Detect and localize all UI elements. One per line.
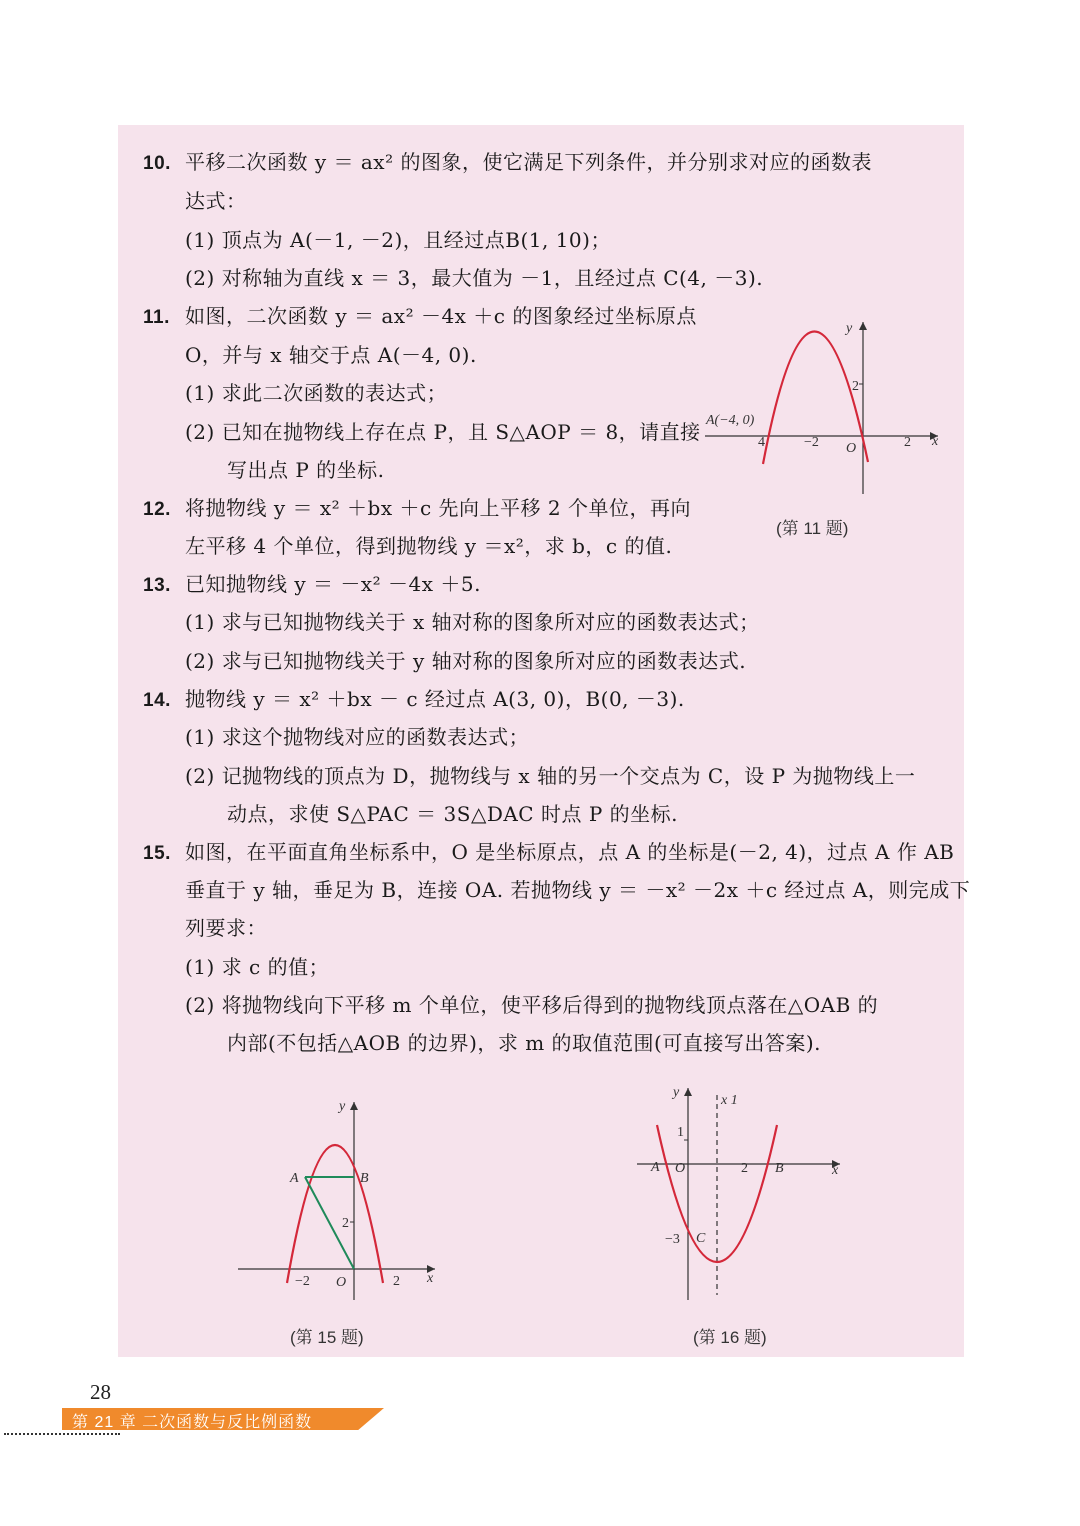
y-axis-arrow-icon [350, 1102, 358, 1110]
problem-11-line-1: 11. 如图，二次函数 y ＝ ax² －4x ＋c 的图象经过坐标原点 [143, 302, 697, 332]
point-b-label: B [360, 1171, 369, 1186]
x-tick-label: 2 [741, 1161, 748, 1176]
point-a-label: A(−4, 0) [706, 413, 755, 428]
problem-14-part-1: (1) 求这个抛物线对应的函数表达式； [185, 725, 530, 749]
problem-15-line-3: 列要求： [185, 916, 267, 940]
chapter-title: 第 21 章 二次函数与反比例函数 [72, 1414, 313, 1431]
problem-number: 15. [143, 843, 171, 864]
figure-16-caption: (第 16 题) [693, 1328, 767, 1347]
figure-15-caption: (第 15 题) [290, 1328, 364, 1347]
problem-12-line-2: 左平移 4 个单位，得到抛物线 y ＝x²，求 b，c 的值. [185, 534, 673, 558]
y-axis-label: y [339, 1099, 346, 1114]
problem-11-line-2: O，并与 x 轴交于点 A(－4, 0). [185, 343, 477, 367]
x-tick-label: −2 [804, 435, 819, 450]
point-b-label: B [775, 1161, 784, 1176]
problem-14-part-2: (2) 记抛物线的顶点为 D，抛物线与 x 轴的另一个交点为 C，设 P 为抛物线上一 [185, 764, 916, 788]
y-axis-arrow-icon [859, 322, 867, 330]
problem-number: 11. [143, 307, 170, 328]
point-a-label: A [290, 1171, 299, 1186]
x-axis-label: x [427, 1271, 434, 1286]
x-axis-label: x [832, 1163, 839, 1178]
problem-number: 14. [143, 690, 171, 711]
problem-number: 12. [143, 499, 171, 520]
problem-13-part-2: (2) 求与已知抛物线关于 y 轴对称的图象所对应的函数表达式. [185, 649, 747, 673]
problem-10-line-1: 10. 平移二次函数 y ＝ ax² 的图象，使它满足下列条件，并分别求对应的函数表 [143, 148, 872, 178]
problem-13-line-1: 13. 已知抛物线 y ＝ －x² －4x ＋5. [143, 570, 481, 600]
x-tick-label: 2 [904, 435, 911, 450]
problem-10-line-2: 达式： [185, 189, 247, 213]
y-tick-label: −3 [665, 1232, 680, 1247]
y-tick-label: 2 [852, 379, 859, 394]
origin-label: O [846, 441, 857, 456]
problem-11-part-1: (1) 求此二次函数的表达式； [185, 381, 448, 405]
figure-11 [700, 312, 950, 502]
point-c-label: C [696, 1231, 706, 1246]
page-number: 28 [90, 1380, 111, 1404]
problem-15-line-1: 15. 如图，在平面直角坐标系中，O 是坐标原点，点 A 的坐标是(－2, 4)，过点 A 作 AB [143, 838, 954, 868]
parabola-curve [287, 1145, 383, 1283]
figure-16 [635, 1080, 850, 1308]
problem-11-part-2-cont: 写出点 P 的坐标. [227, 458, 385, 482]
problem-number: 10. [143, 153, 171, 174]
problem-15-part-2-cont: 内部(不包括△AOB 的边界)，求 m 的取值范围(可直接写出答案). [227, 1031, 822, 1055]
y-axis-arrow-icon [684, 1088, 692, 1096]
symmetry-line-label: x 1 [721, 1093, 738, 1108]
y-tick-label: 2 [342, 1216, 349, 1231]
problem-13-part-1: (1) 求与已知抛物线关于 x 轴对称的图象所对应的函数表达式； [185, 610, 760, 634]
origin-label: O [336, 1275, 347, 1290]
dotted-rule [4, 1433, 120, 1439]
y-axis-label: y [673, 1085, 680, 1100]
y-tick-label: 1 [677, 1125, 684, 1140]
problem-10-part-2: (2) 对称轴为直线 x ＝ 3，最大值为 －1，且经过点 C(4, －3). [185, 266, 764, 290]
x-axis-label: x [932, 434, 939, 449]
x-tick-label: 2 [393, 1274, 400, 1289]
problem-15-line-2: 垂直于 y 轴，垂足为 B，连接 OA. 若抛物线 y ＝ －x² －2x ＋c 经过点 A，则完成下 [185, 878, 971, 902]
y-axis-label: y [846, 321, 853, 336]
problem-14-part-2-cont: 动点，求使 S△PAC ＝ 3S△DAC 时点 P 的坐标. [227, 802, 678, 826]
problem-15-part-2: (2) 将抛物线向下平移 m 个单位，使平移后得到的抛物线顶点落在△OAB 的 [185, 993, 879, 1017]
point-a-label: A [651, 1160, 660, 1175]
problem-12-line-1: 12. 将抛物线 y ＝ x² ＋bx ＋c 先向上平移 2 个单位，再向 [143, 494, 691, 524]
problem-number: 13. [143, 575, 171, 596]
problem-15-part-1: (1) 求 c 的值； [185, 955, 330, 979]
problem-14-line-1: 14. 抛物线 y ＝ x² ＋bx － c 经过点 A(3, 0)，B(0, －3). [143, 685, 685, 715]
origin-label: O [675, 1161, 686, 1176]
figure-11-caption: (第 11 题) [776, 519, 849, 538]
x-tick-label: −2 [295, 1274, 310, 1289]
problem-10-part-1: (1) 顶点为 A(－1, －2)，且经过点B(1, 10)； [185, 228, 611, 252]
problem-11-part-2: (2) 已知在抛物线上存在点 P，且 S△AOP ＝ 8，请直接 [185, 420, 701, 444]
figure-15 [235, 1092, 445, 1307]
x-tick-label: 4 [758, 435, 765, 450]
